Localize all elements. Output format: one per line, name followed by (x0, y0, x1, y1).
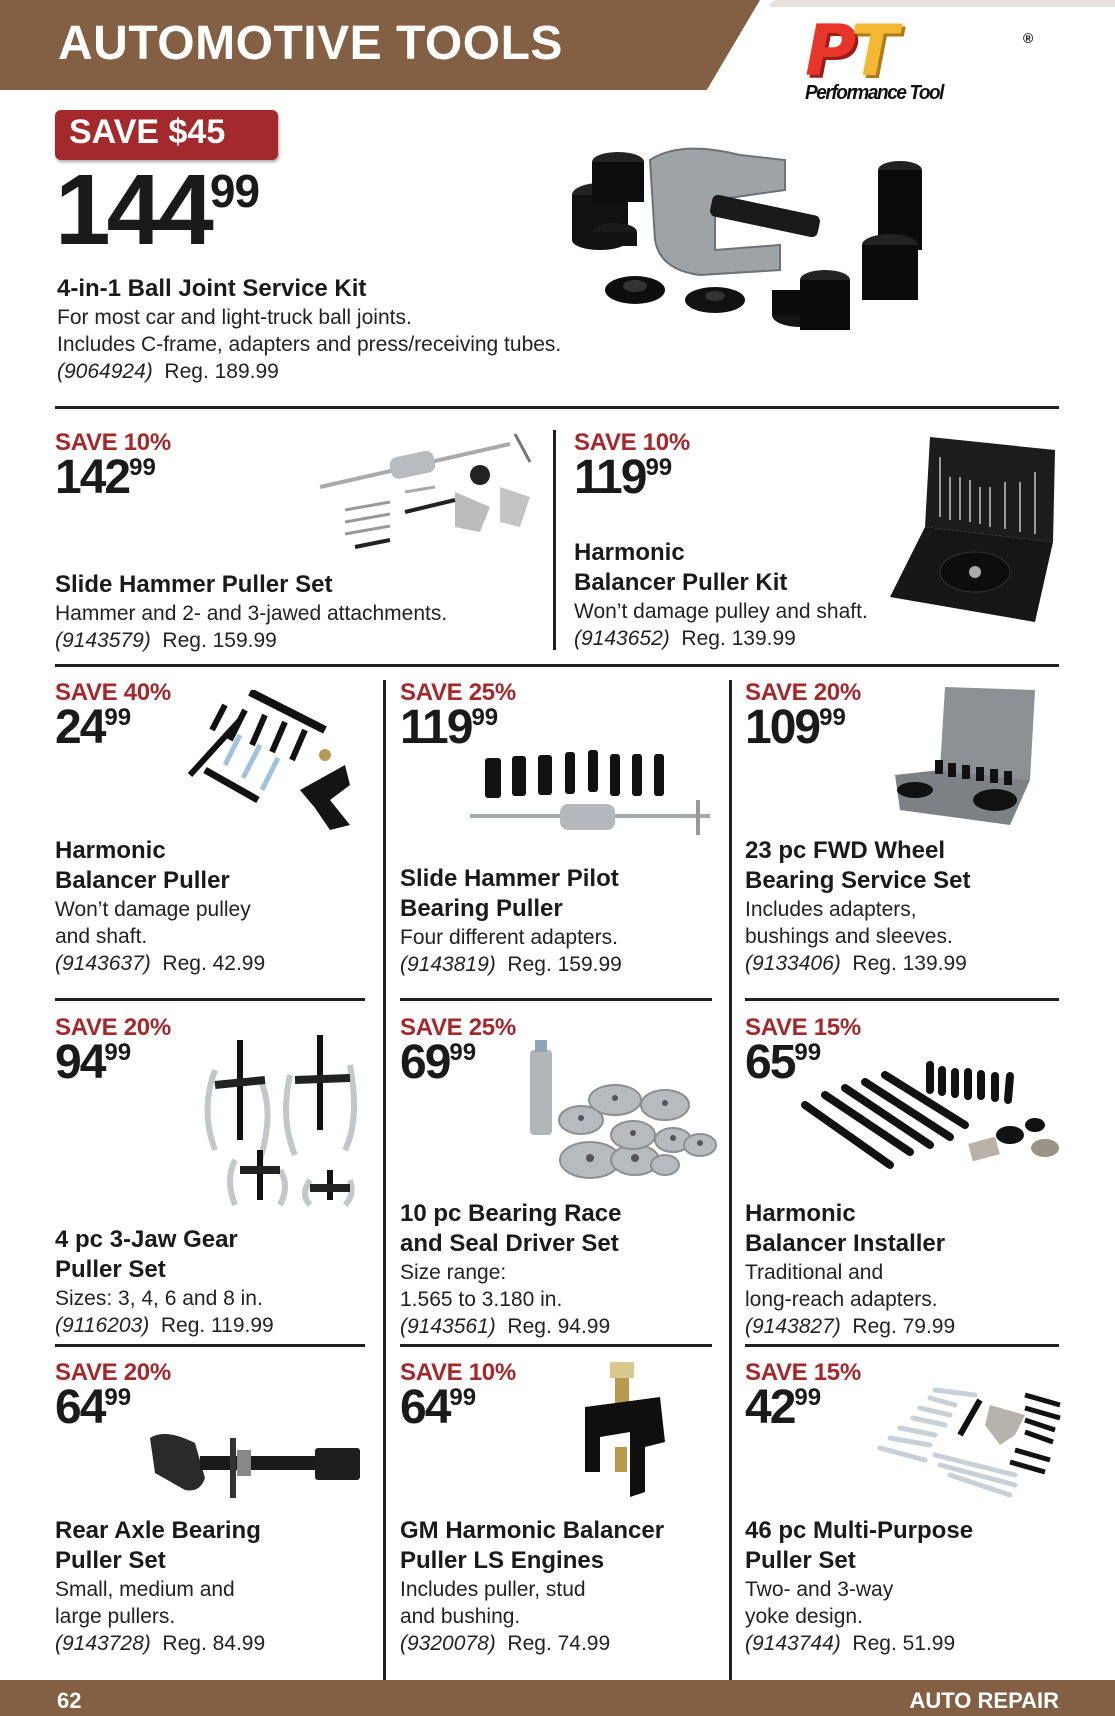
price: 14299 (55, 451, 156, 504)
divider (745, 998, 1059, 1001)
regular-price: Reg. 42.99 (162, 952, 266, 975)
sku: (9143652) (574, 627, 670, 650)
save-label: SAVE 15% (745, 1359, 861, 1386)
save-label: SAVE 20% (55, 1359, 171, 1386)
regular-price: Reg. 159.99 (507, 953, 622, 976)
product-title: Harmonic (574, 539, 685, 566)
fwd-wheel-bearing-set-image (890, 685, 1040, 825)
sku: (9143744) (745, 1632, 841, 1655)
sku: (9133406) (745, 952, 841, 975)
price: 10999 (745, 701, 846, 754)
product-title: 46 pc Multi-Purpose (745, 1517, 974, 1544)
product-card: SAVE 20% 6499 Rear Axle Bearing Puller Set Small, medium and large pullers. (9143728) Reg. 84.99 (55, 1360, 375, 1657)
product-title: 23 pc FWD Wheel (745, 837, 946, 864)
page-footer (0, 1680, 1115, 1716)
product-card: SAVE 25% 6999 10 pc Bearing Race and Seal Driver Set Size range: 1.565 to 3.180 in. (9143561) Reg. 94.99 (400, 1015, 720, 1340)
price: 11999 (574, 451, 673, 504)
harmonic-balancer-installer-image (800, 1060, 1065, 1180)
featured-save-badge: SAVE $45 (55, 110, 278, 160)
sku: (9143819) (400, 953, 496, 976)
product-card: SAVE 15% 4299 46 pc Multi-Purpose Puller Set Two- and 3-way yoke design. (9143744) Reg. 51.99 (745, 1360, 1065, 1657)
brand-name: Performance Tool (805, 82, 944, 104)
product-card: SAVE 20% 9499 4 pc 3-Jaw Gear Puller Set Sizes: 3, 4, 6 and 8 in. (9116203) Reg. 119.99 (55, 1015, 375, 1339)
divider (400, 998, 712, 1001)
product-card: SAVE 10% 11999 Harmonic Balancer Puller Kit Won’t damage pulley and shaft. (9143652) Reg. 139.99 (574, 430, 1054, 652)
page-title: AUTOMOTIVE TOOLS (58, 17, 563, 70)
divider (400, 1344, 712, 1347)
featured-price: 14499 (55, 154, 260, 266)
save-label: SAVE 40% (55, 679, 171, 706)
save-label: SAVE 20% (745, 679, 861, 706)
pt-logo-icon: PT (805, 10, 893, 92)
sku: (9143561) (400, 1315, 496, 1338)
regular-price: Reg. 51.99 (852, 1632, 956, 1655)
sku: (9064924) (57, 360, 153, 383)
regular-price: Reg. 139.99 (852, 952, 967, 975)
slide-hammer-pilot-bearing-puller-image (470, 750, 720, 850)
divider (55, 1344, 365, 1347)
price: 6499 (400, 1381, 477, 1434)
page-number: 62 (57, 1688, 82, 1713)
product-card: SAVE 15% 6599 Harmonic Balancer Installer Traditional and long-reach adapters. (9143827) Reg. 79.99 (745, 1015, 1065, 1340)
save-label: SAVE 20% (55, 1014, 171, 1041)
product-card: SAVE 10% 14299 Slide Hammer Puller Set Hammer and 2- and 3-jawed attachments. (9143579) Reg. 159.99 (55, 430, 555, 654)
product-title: Harmonic (55, 837, 166, 864)
ball-joint-kit-image (540, 130, 1060, 380)
product-title: GM Harmonic Balancer (400, 1517, 665, 1544)
save-label: SAVE 25% (400, 679, 516, 706)
sku: (9143827) (745, 1315, 841, 1338)
save-label: SAVE 15% (745, 1014, 861, 1041)
harmonic-balancer-kit-case-image (885, 432, 1060, 622)
price: 2499 (55, 701, 132, 754)
sku: (9143637) (55, 952, 151, 975)
product-title: 10 pc Bearing Race (400, 1200, 622, 1227)
sku: (9143728) (55, 1632, 151, 1655)
gear-puller-set-image (195, 1030, 370, 1210)
product-title: 4 pc 3-Jaw Gear (55, 1226, 238, 1253)
regular-price: Reg. 84.99 (162, 1632, 266, 1655)
header-strip (770, 0, 1115, 7)
product-card: SAVE 20% 10999 23 pc FWD Wheel Bearing Service Set Includes adapters, bushings and sleeves. (9133406) Reg. 139.99 (745, 680, 1065, 977)
performance-tool-logo (805, 10, 1035, 106)
price: 9499 (55, 1036, 132, 1089)
product-title: Slide Hammer Pilot (400, 865, 619, 892)
sku: (9320078) (400, 1632, 496, 1655)
rear-axle-bearing-puller-image (145, 1428, 370, 1513)
multi-purpose-puller-set-image (875, 1380, 1065, 1505)
vertical-divider (383, 680, 386, 1680)
price: 6999 (400, 1036, 477, 1089)
regular-price: Reg. 119.99 (160, 1314, 274, 1337)
divider (55, 406, 1059, 409)
regular-price: Reg. 139.99 (681, 627, 796, 650)
save-label: SAVE 10% (55, 429, 171, 456)
save-label: SAVE 25% (400, 1014, 516, 1041)
bearing-race-driver-set-image (525, 1040, 720, 1180)
vertical-divider (553, 430, 556, 650)
gm-harmonic-balancer-puller-image (565, 1362, 675, 1507)
featured-product-info: 4-in-1 Ball Joint Service Kit For most car and light-truck ball joints. Includes C-frame, adapters and press/receiving tubes. (9064924) Reg. 189.99 (57, 275, 562, 383)
product-card: SAVE 10% 6499 GM Harmonic Balancer Puller LS Engines Includes puller, stud and bushing. (9320078) Reg. 74.99 (400, 1360, 720, 1657)
product-title: Rear Axle Bearing (55, 1517, 261, 1544)
vertical-divider (729, 680, 732, 1680)
price: 6599 (745, 1036, 822, 1089)
product-title: Slide Hammer Puller Set (55, 571, 333, 598)
divider (745, 1344, 1059, 1347)
regular-price: Reg. 159.99 (162, 629, 277, 652)
price: 6499 (55, 1381, 132, 1434)
harmonic-balancer-puller-image (180, 690, 370, 835)
product-card: SAVE 25% 11999 Slide Hammer Pilot Bearing Puller Four different adapters. (9143819) Reg. 159.99 (400, 680, 720, 978)
section-name: AUTO REPAIR (909, 1688, 1059, 1713)
save-label: SAVE 10% (574, 429, 690, 456)
regular-price: Reg. 74.99 (507, 1632, 611, 1655)
regular-price: Reg. 79.99 (852, 1315, 956, 1338)
registered-mark: ® (1023, 30, 1034, 46)
regular-price: Reg. 94.99 (507, 1315, 611, 1338)
divider (55, 664, 1059, 667)
save-label: SAVE 10% (400, 1359, 516, 1386)
product-card: SAVE 40% 2499 Harmonic Balancer Puller Won’t damage pulley and shaft. (9143637) Reg. 42.99 (55, 680, 375, 977)
price: 11999 (400, 701, 499, 754)
divider (55, 998, 365, 1001)
slide-hammer-puller-image (315, 432, 545, 557)
product-title: 4-in-1 Ball Joint Service Kit (57, 275, 367, 302)
sku: (9116203) (55, 1314, 150, 1337)
price: 4299 (745, 1381, 822, 1434)
sku: (9143579) (55, 629, 151, 652)
regular-price: Reg. 189.99 (164, 360, 279, 383)
product-title: Harmonic (745, 1200, 856, 1227)
